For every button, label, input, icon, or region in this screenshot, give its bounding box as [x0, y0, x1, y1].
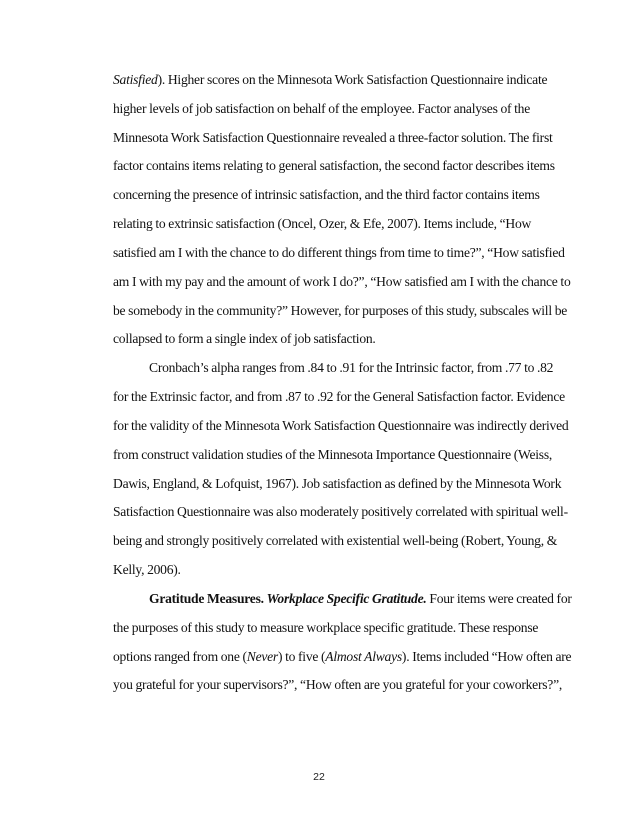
text-line: am I with my pay and the amount of work I do?”, “How satisfied am I with the chance to: [113, 274, 571, 289]
section-heading: Gratitude Measures.: [149, 591, 267, 606]
text-line: satisfied am I with the chance to do different things from time to time?”, “How satisfied: [113, 245, 565, 260]
text-line: concerning the presence of intrinsic satisfaction, and the third factor contains items: [113, 187, 540, 202]
text-line: Satisfaction Questionnaire was also moderately positively correlated with spiritual well-: [113, 504, 568, 519]
subsection-heading: Workplace Specific Gratitude.: [266, 591, 427, 606]
text-line: factor contains items relating to general satisfaction, the second factor describes items: [113, 158, 555, 173]
text-line: being and strongly positively correlated with existential well-being (Robert, Young, &: [113, 533, 558, 548]
text-line: Satisfied). Higher scores on the Minnesota Work Satisfaction Questionnaire indicate: [113, 72, 548, 87]
text-line: for the validity of the Minnesota Work Satisfaction Questionnaire was indirectly derived: [113, 418, 569, 433]
text-line: be somebody in the community?” However, for purposes of this study, subscales will be: [113, 303, 568, 318]
text-line: Kelly, 2006).: [113, 562, 181, 577]
text-line: Dawis, England, & Lofquist, 1967). Job satisfaction as defined by the Minnesota Work: [113, 476, 562, 491]
text-line: Gratitude Measures. Workplace Specific Gratitude. Four items were created for: [149, 591, 572, 606]
text-line: the purposes of this study to measure workplace specific gratitude. These response: [113, 620, 539, 635]
text-line: collapsed to form a single index of job satisfaction.: [113, 331, 376, 346]
page-number: 22: [313, 771, 325, 783]
text-line: Minnesota Work Satisfaction Questionnaire revealed a three-factor solution. The first: [113, 130, 553, 145]
text-line: options ranged from one (Never) to five (Almost Always). Items included “How often are: [113, 649, 572, 664]
text-line: Cronbach’s alpha ranges from .84 to .91 for the Intrinsic factor, from .77 to .82: [149, 360, 554, 375]
text-line: for the Extrinsic factor, and from .87 to .92 for the General Satisfaction factor. Evidence: [113, 389, 565, 404]
text-line: you grateful for your supervisors?”, “How often are you grateful for your coworkers?”,: [113, 677, 562, 692]
text-line: from construct validation studies of the Minnesota Importance Questionnaire (Weiss,: [113, 447, 553, 462]
text-line: higher levels of job satisfaction on behalf of the employee. Factor analyses of the: [113, 101, 531, 116]
text-line: relating to extrinsic satisfaction (Oncel, Ozer, & Efe, 2007). Items include, “How: [113, 216, 532, 231]
